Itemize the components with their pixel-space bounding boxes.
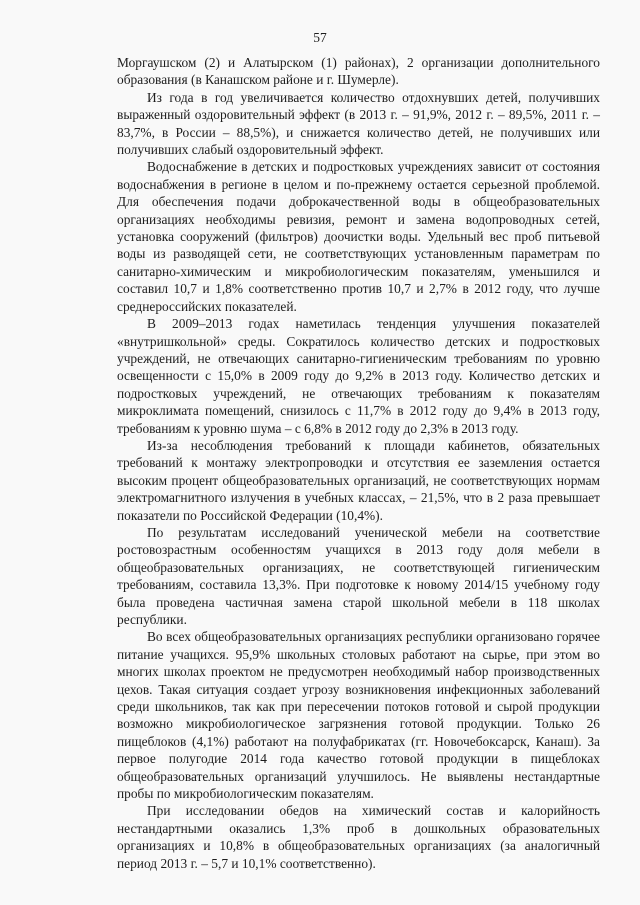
- paragraph-school-environment: В 2009–2013 годах наметилась тенденция улучшения показателей «внутришкольной» среды. Сократилось количество детских и подростковых учреждений, не отвечающих санитарно-гигиеническим требованиям по уровню освещенности с 15,0% в 2009 году до 9,2% в 2013 году. Количество детских и подростковых учреждений, не отвечающих требованиям к показателям микроклимата помещений, снизилось с 11,7% в 2012 году до 9,4% в 2013 году, требованиям к уровню шума – с 6,8% в 2012 году до 2,3% в 2013 году.: [117, 316, 600, 436]
- paragraph-continuation: Моргаушском (2) и Алатырском (1) районах), 2 организации дополнительного образования (в Канашском районе и г. Шумерле).: [117, 55, 600, 88]
- paragraph-electromagnetic: Из-за несоблюдения требований к площади кабинетов, обязательных требований к монтажу электропроводки и отсутствия ее заземления остается высоким процент общеобразовательных организаций, не соответствующих нормам электромагнитного излучения в учебных классах, – 21,5%, что в 2 раза превышает показатели по Российской Федерации (10,4%).: [117, 437, 600, 523]
- paragraph-water-supply: Водоснабжение в детских и подростковых учреждениях зависит от состояния водоснабжения в регионе в целом и по-прежнему остается серьезной проблемой. Для обеспечения подачи доброкачественной воды в общеобразовательных организациях необходимы ревизия, ремонт и замена водопроводных сетей, установка сооружений (фильтров) доочистки воды. Удельный вес проб питьевой воды из разводящей сети, не соответствующих установленным параметрам по санитарно-химическим и микробиологическим показателям, уменьшился и составил 10,7 и 1,8% соответственно против 10,7 и 2,7% в 2012 году, что лучше среднероссийских показателей.: [117, 159, 600, 314]
- body-text: [117, 54, 600, 872]
- paragraph-furniture: По результатам исследований ученической мебели на соответствие ростовозрастным особенностям учащихся в 2013 году доля мебели в общеобразовательных организациях, не соответствующей гигиеническим требованиям, составила 13,3%. При подготовке к новому 2014/15 учебному году была проведена частичная замена старой школьной мебели в 118 школах республики.: [117, 524, 600, 627]
- paragraph-health-effect: Из года в год увеличивается количество отдохнувших детей, получивших выраженный оздоровительный эффект (в 2013 г. – 91,9%, 2012 г. – 89,5%, 2011 г. – 83,7%, в России – 88,5%), и снижается количество детей, не получивших или получивших слабый оздоровительный эффект.: [117, 89, 600, 158]
- page-number: 57: [313, 30, 327, 45]
- paragraph-hot-meals: Во всех общеобразовательных организациях республики организовано горячее питание учащихся. 95,9% школьных столовых работают на сырье, при этом во многих школах проектом не предусмотрен необходимый набор производственных цехов. Такая ситуация создает угрозу возникновения инфекционных заболеваний среди школьников, так как при пересечении потоков готовой и сырой продукции возможно микробиологическое загрязнения готовой продукции. Только 26 пищеблоков (4,1%) работают на полуфабрикатах (гг. Новочебоксарск, Канаш). За первое полугодие 2014 года качество готовой продукции в пищеблоках общеобразовательных организаций улучшилось. Не выявлены нестандартные пробы по микробиологическим показателям.: [117, 629, 600, 802]
- paragraph-lunch-analysis: При исследовании обедов на химический состав и калорийность нестандартными оказались 1,3% проб в дошкольных образовательных организациях и 10,8% в общеобразовательных организациях (за аналогичный период 2013 г. – 5,7 и 10,1% соответственно).: [117, 803, 600, 871]
